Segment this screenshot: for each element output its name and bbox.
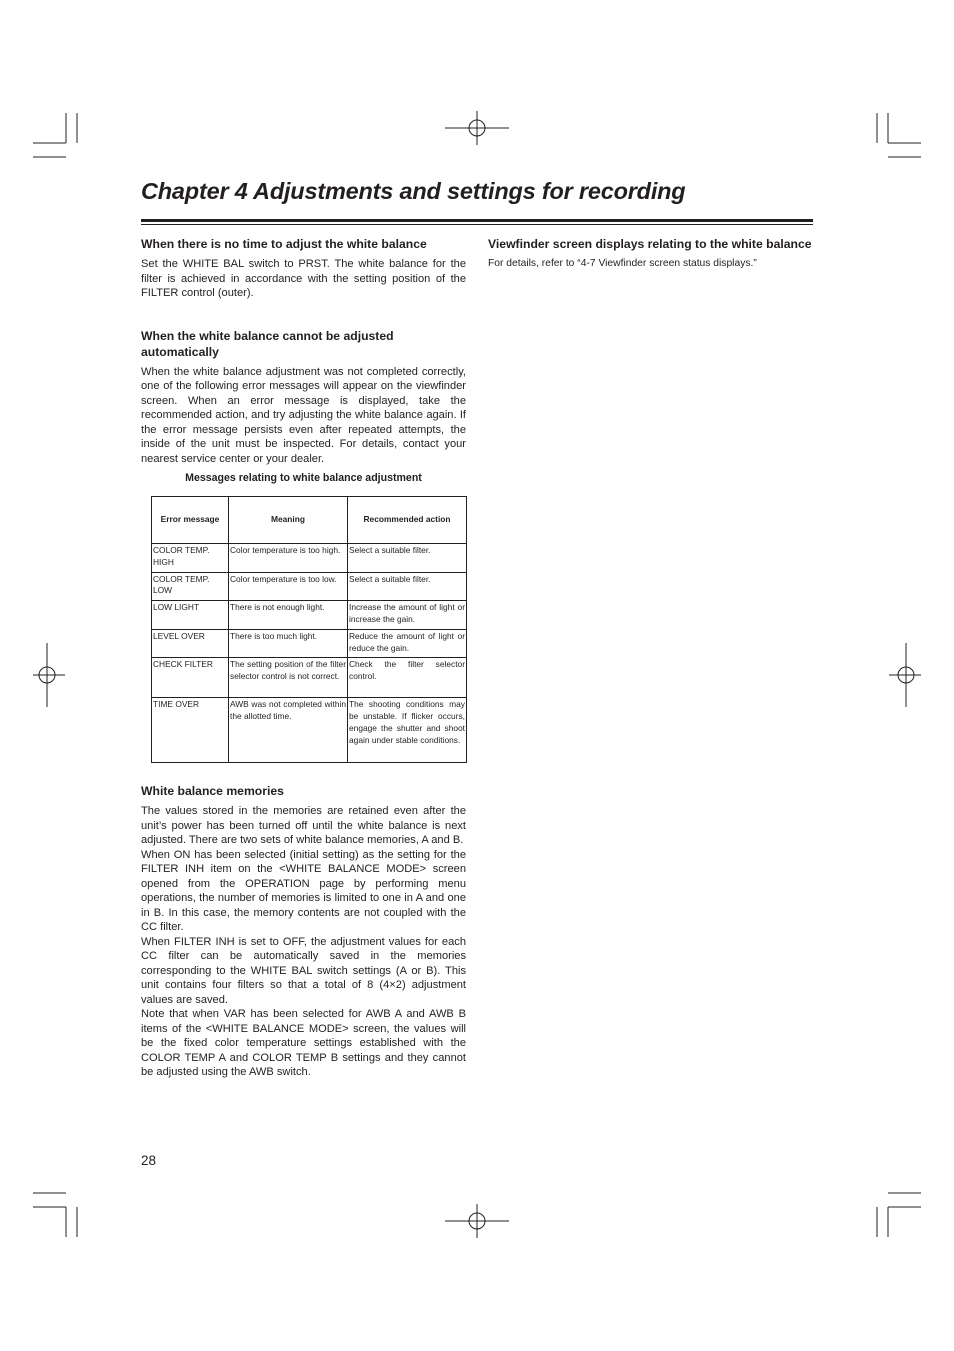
cell-error-message: LOW LIGHT [152, 601, 229, 630]
header-meaning: Meaning [229, 497, 348, 544]
cell-meaning: There is too much light. [229, 629, 348, 658]
cell-recommended-action: Increase the amount of light or increase the gain. [348, 601, 467, 630]
cell-meaning: Color temperature is too low. [229, 572, 348, 601]
table-row [152, 601, 467, 630]
title-rule-thin [141, 224, 813, 225]
heading-cannot-adjust: When the white balance cannot be adjusted automatically [141, 328, 394, 359]
table-row [152, 544, 467, 573]
table-header-row [152, 497, 467, 544]
table-row [152, 629, 467, 658]
section-no-time [141, 236, 466, 301]
right-column [488, 236, 812, 271]
table-row [152, 658, 467, 698]
cell-recommended-action: The shooting conditions may be unstable. If flicker occurs, engage the shutter and shoot again under stable conditions. [348, 698, 467, 763]
section-viewfinder [488, 236, 812, 271]
header-error-message: Error message [152, 497, 229, 544]
registration-mark-left [33, 643, 65, 707]
table-caption: Messages relating to white balance adjustment [185, 472, 422, 484]
registration-mark-bottom [445, 1204, 509, 1238]
memories-paragraph: When ON has been selected (initial setting) as the setting for the FILTER INH item on the <WHITE BALANCE MODE> screen opened from the OPERATION page by performing menu operations, the number of memories is limited to one in A and one in B. In this case, the memory contents are not coupled with the CC filter. [141, 848, 466, 934]
left-column [141, 236, 466, 1080]
memories-paragraph: The values stored in the memories are retained even after the unit’s power has been turned off until the white balance is next adjusted. There are two sets of white balance memories, A and B. [141, 805, 466, 847]
cell-meaning: Color temperature is too high. [229, 544, 348, 573]
cell-error-message: CHECK FILTER [152, 658, 229, 698]
memories-paragraph: When FILTER INH is set to OFF, the adjustment values for each CC filter can be automatically saved in the memories corresponding to the WHITE BAL switch settings (A or B). This unit contains four filters so that a total of 8 (4×2) adjustment values are saved. [141, 935, 466, 1006]
chapter-title: Chapter 4 Adjustments and settings for recording [141, 178, 686, 204]
crop-mark-top-left [33, 113, 77, 157]
body-viewfinder: For details, refer to “4-7 Viewfinder screen status displays.” [488, 258, 757, 269]
memories-paragraph: Note that when VAR has been selected for AWB A and AWB B items of the <WHITE BALANCE MODE> screen, the values will be the fixed color temperature settings established with the COLOR TEMP A and COLOR TEMP B settings and they cannot be adjusted using the AWB switch. [141, 1008, 466, 1079]
table-row [152, 698, 467, 763]
heading-viewfinder: Viewfinder screen displays relating to the white balance [488, 237, 812, 251]
cell-recommended-action: Reduce the amount of light or reduce the gain. [348, 629, 467, 658]
cell-meaning: There is not enough light. [229, 601, 348, 630]
registration-mark-right [889, 643, 921, 707]
cell-error-message: COLOR TEMP. LOW [152, 572, 229, 601]
cell-recommended-action: Check the filter selector control. [348, 658, 467, 698]
heading-memories: White balance memories [141, 784, 284, 799]
body-no-time: Set the WHITE BAL switch to PRST. The white balance for the filter is achieved in accordance with the setting position of the FILTER control (outer). [141, 258, 466, 299]
cell-recommended-action: Select a suitable filter. [348, 572, 467, 601]
section-memories [141, 783, 466, 1080]
page-number: 28 [141, 1153, 157, 1168]
cell-recommended-action: Select a suitable filter. [348, 544, 467, 573]
crop-mark-bottom-right [877, 1193, 921, 1237]
cell-meaning: AWB was not completed within the allotted time. [229, 698, 348, 763]
cell-error-message: TIME OVER [152, 698, 229, 763]
section-cannot-adjust [141, 328, 466, 764]
error-message-table [151, 496, 467, 763]
cell-error-message: COLOR TEMP. HIGH [152, 544, 229, 573]
body-cannot-adjust: When the white balance adjustment was not completed correctly, one of the following error messages will appear on the viewfinder screen. When an error message is displayed, take the recommended action, and try adjusting the white balance again. If the error message persists even after repeated attempts, the inside of the unit must be inspected. For details, contact your nearest service center or your dealer. [141, 365, 466, 465]
registration-mark-top [445, 111, 509, 145]
cell-error-message: LEVEL OVER [152, 629, 229, 658]
table-row [152, 572, 467, 601]
crop-mark-bottom-left [33, 1193, 77, 1237]
cell-meaning: The setting position of the filter selector control is not correct. [229, 658, 348, 698]
heading-no-time: When there is no time to adjust the white balance [141, 237, 427, 251]
title-rule-thick [141, 219, 813, 222]
crop-mark-top-right [877, 113, 921, 157]
header-recommended-action: Recommended action [348, 497, 467, 544]
